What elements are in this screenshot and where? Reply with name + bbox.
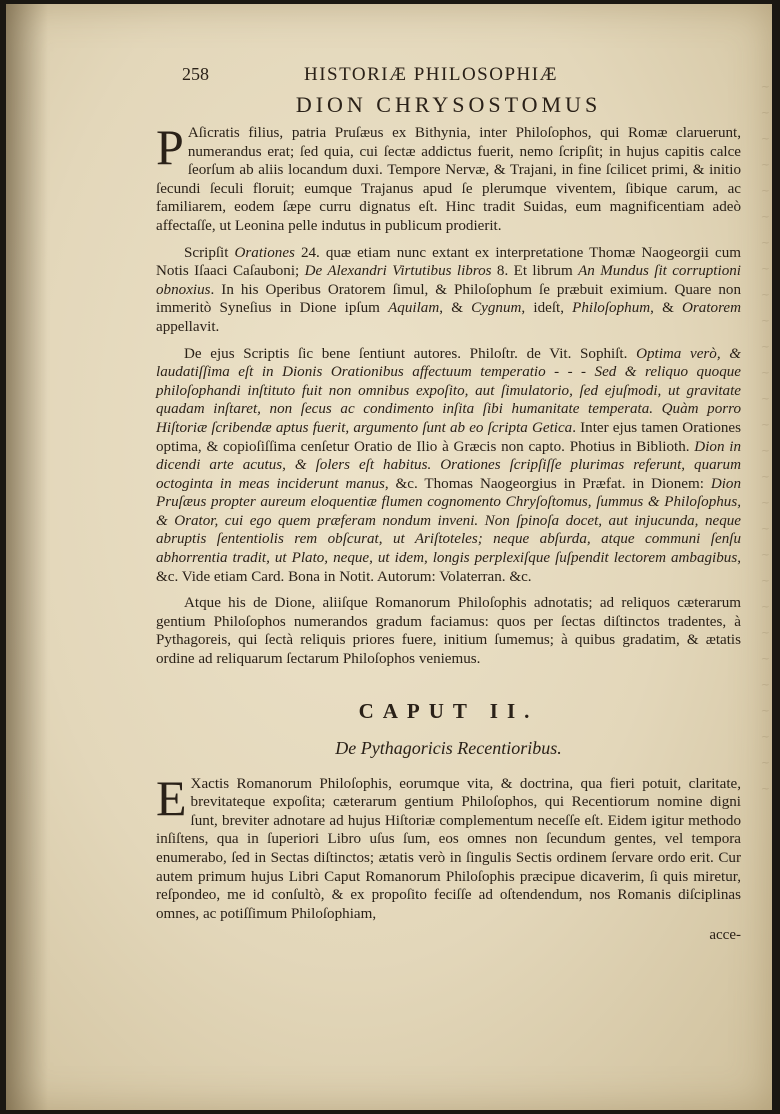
italic-run: An Mundus ſit corruptioni obnoxius <box>156 263 741 298</box>
text-run: . Inter ejus tamen Orationes optima, & copioſiſſima cenſetur Oratio de Ilio à Græcis non capto. Photius in Biblioth. <box>156 419 741 455</box>
paragraph-text: Atque his de Dione, aliiſque Romanorum Philoſophis adnotatis; ad reliquos cæterarum gentium Philoſophos numerandos gradum faciamus: quos per ſectas diſtinctos tradentes, à Pythagoreis, qui ſectà reliquis priores fuere, initium ſumemus; à quibus gradatim, & ætatis ordine ad reliquarum ſectarum Philoſophos veniemus. <box>156 595 741 668</box>
paragraph-testimonies <box>156 345 741 587</box>
paragraph-chapter-opening <box>156 769 741 924</box>
text-run: , &c. Vide etiam Card. Bona in Notit. Autorum: Volaterran. &c. <box>156 550 741 585</box>
book-page <box>6 4 772 1110</box>
running-title: HISTORIÆ PHILOSOPHIÆ <box>304 64 558 85</box>
text-run: . In his Operibus Oratorem ſimul, & Philoſophum ſe præbuit eximium. Quare non immeritò Syneſius in Dione ipſum <box>156 281 741 317</box>
paragraph-dion-life <box>156 119 741 236</box>
italic-run: Aquilam <box>388 300 440 317</box>
italic-run: Sed & reliquo quoque philoſophandi inſtituto fuit non omnibus expoſito, aut ſimulatorio, ſed ejuſmodi, ut gravitate quadam inſtaret, non ſecus ac condimento inſita ſibi humanitate temperata. Quàm porro Hiſtoriæ ſcribendæ aptus fuerit, argumento ſunt ab eo ſcripta Getica <box>156 364 741 436</box>
text-run: 8. Et librum <box>491 263 579 280</box>
italic-run: Philoſophum <box>572 300 651 317</box>
show-through-bleed: ~ ~ ~ ~ ~ ~ ~ ~ ~ ~ ~ ~ ~ ~ ~ ~ ~ ~ ~ ~ ~ ~ ~ ~ ~ ~ ~ ~ <box>760 80 770 795</box>
paragraph-text: Xactis Romanorum Philoſophis, eorumque vita, & doctrina, qua fieri potuit, claritate, brevitateque expoſita; cæterarum gentium Philoſophos, qui Recentiorum nomine digni ſunt, breviter adnotare ad hujus Hiſtoriæ complementum neceſſe eſt. Eidem igitur methodo inſiſtens, qua in ſuperiori Libro uſus ſum, eos omnes non ſecundum gentes, vel tempora enumerabo, ſed in Sectas diſtinctos; ætatis verò in ſingulis Sectis ordinem ſervare ordo erit. Cur autem primum hujus Libri Caput Romanorum Philoſophis præcipue dicaverim, ſi quis miretur, reſpondeo, me id conſultò, & ex propoſito feciſſe ad oſtendendum, nos Romanis diſciplinas omnes, ac potiſſimum Philoſophiam, <box>156 775 741 922</box>
text-run: , & <box>650 300 683 317</box>
text-run: appellavit. <box>156 318 220 335</box>
drop-cap: E <box>156 769 187 826</box>
italic-run: Cygnum <box>471 300 522 317</box>
running-header <box>156 62 741 92</box>
text-run: , &c. Thomas Naogeorgius in Præfat. in Dionem: <box>384 475 711 492</box>
text-run: - - - <box>545 364 595 381</box>
text-run: 24. quæ etiam nunc extant ex interpretatione Thomæ Naogeorgii cum Notis Iſaaci Caſauboni; <box>156 244 741 280</box>
drop-cap: P <box>156 119 184 175</box>
text-run: , ideſt, <box>521 300 573 317</box>
italic-run: Dion in dicendi arte acutus, & ſolers eſt habitus. Orationes ſcripſiſſe plurimas referunt, quarum octoginta in meas inciderunt manus <box>156 438 741 492</box>
page-number: 258 <box>182 64 209 84</box>
italic-run: Oratorem <box>682 300 741 317</box>
italic-run: Optima verò, & laudatiſſima eſt in Dionis Orationibus affectuum temperatio <box>156 345 741 381</box>
paragraph-dion-works <box>156 244 741 337</box>
text-run: Scripſit <box>184 244 235 261</box>
paragraph-text: Aſicratis filius, patria Pruſæus ex Bithynia, inter Philoſophos, qui Romæ claruerunt, numerandus erat; ſed quia, cui ſectæ addictus fuerit, nemo ſcripſit; in hujus capitis calce ſeorſum ab aliis locandum duxi. Tempore Nervæ, & Trajani, in fine ſcilicet primi, & initio ſecundi ſeculi floruit; eumque Trajanus apud ſe plerumque viventem, ſibique carum, ac familiarem, eodem ſæpe curru dignatus eſt. Hinc tradit Suidas, eum magnificentiam adeò affectaſſe, ut Leonina pelle indutus in publicum prodierit. <box>156 125 741 234</box>
catchword: acce- <box>709 927 741 944</box>
italic-run: Dion Pruſæus propter aureum eloquentiæ flumen cognomento Chryſoſtomus, ſummus & Philoſophus, & Orator, cui ego quem præferam nondum inveni. Non ſpinoſa docet, aut injucunda, neque abruptis ſententiolis rem obſcurat, ut Ariſtoteles; neque abſurda, atque communi ſenſu abhorrentia tradit, ut Plato, neque, ut idem, longis perplexiſque ſuſpendit lectorem ambagibus <box>156 475 742 567</box>
text-run: , & <box>439 300 472 317</box>
italic-run: Orationes <box>234 244 295 261</box>
text-run: De ejus Scriptis ſic bene ſentiunt autores. Philoſtr. de Vit. Sophiſt. <box>184 345 637 362</box>
binding-gutter-shadow <box>6 4 48 1110</box>
paragraph-transition <box>156 594 741 668</box>
chapter-subtitle: De Pythagoricis Recentioribus. <box>335 737 562 758</box>
section-title: DION CHRYSOSTOMUS <box>295 92 602 117</box>
text-block <box>156 62 741 944</box>
chapter-heading: CAPUT II. <box>358 698 539 723</box>
italic-run: De Alexandri Virtutibus libros <box>304 263 492 280</box>
